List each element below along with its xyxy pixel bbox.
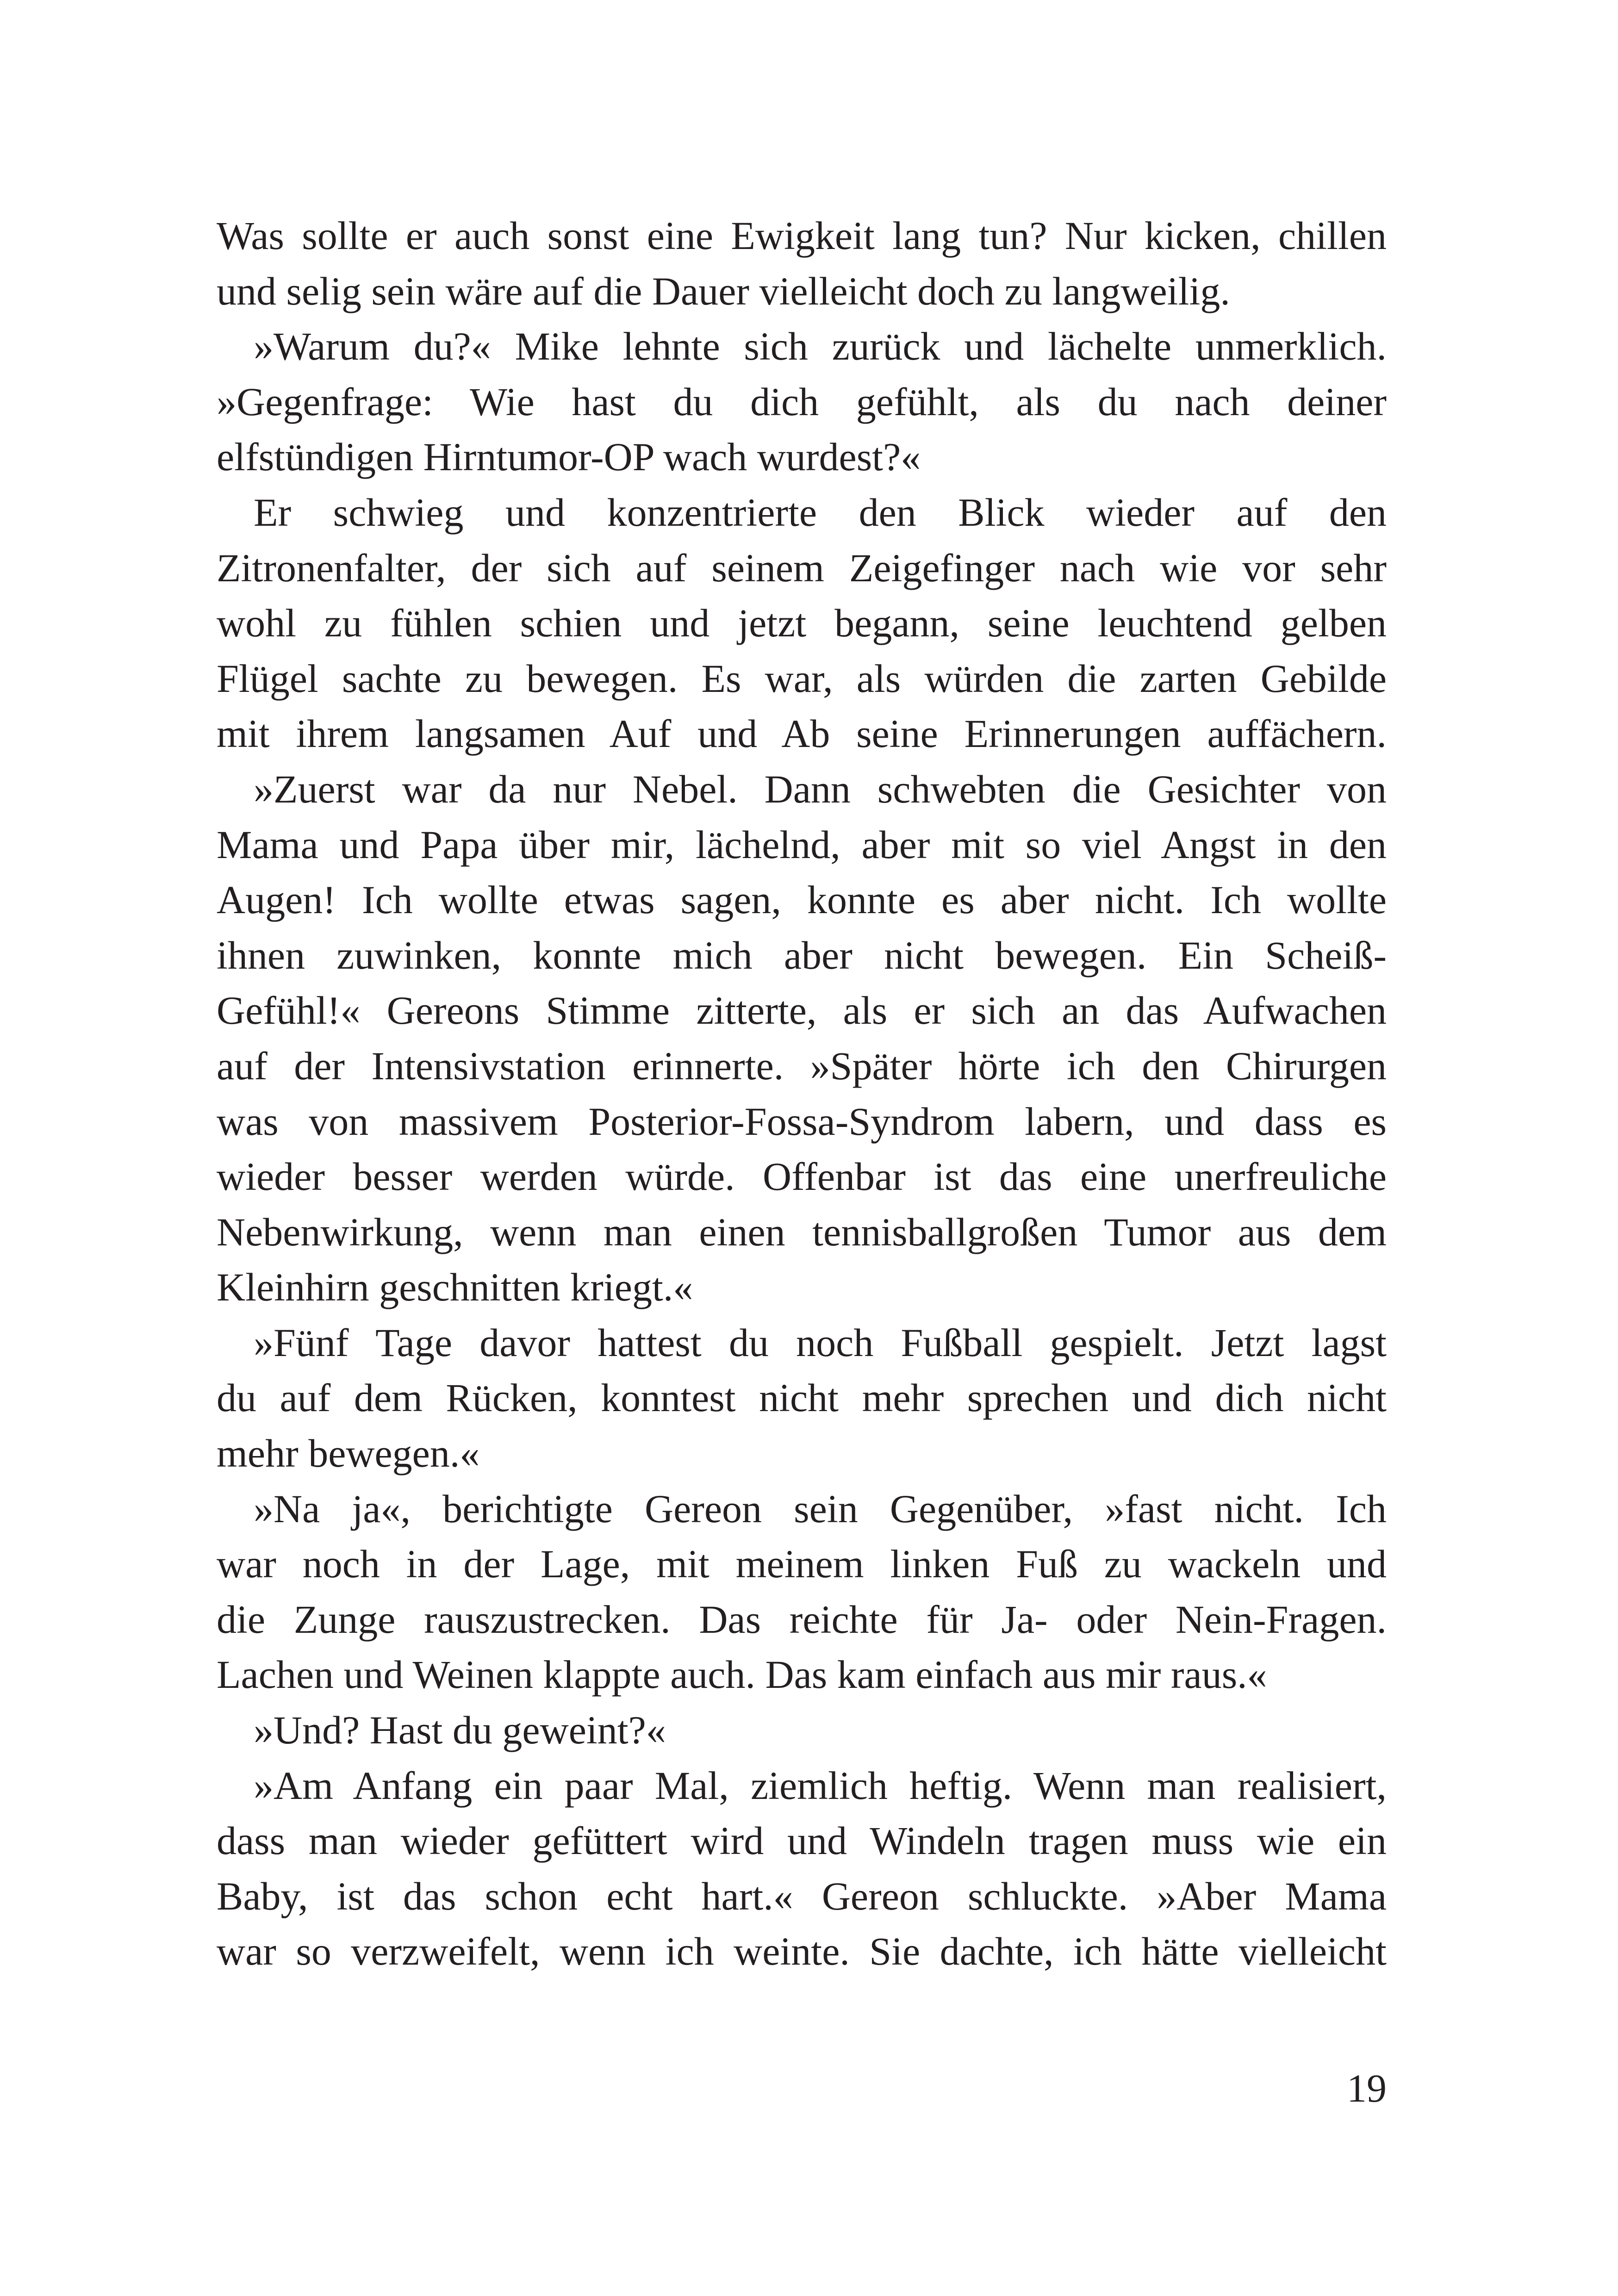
text-line: Augen! Ich wollte etwas sagen, konnte es aber nicht. Ich wollte: [217, 877, 1387, 922]
text-line: mit ihrem langsamen Auf und Ab seine Erinnerungen auffächern.: [217, 711, 1387, 756]
text-line: und selig sein wäre auf die Dauer vielleicht doch zu langweilig.: [217, 268, 1230, 313]
text-line: Er schwieg und konzentrierte den Blick wieder auf den: [254, 490, 1387, 535]
text-line: Gefühl!« Gereons Stimme zitterte, als er sich an das Aufwachen: [217, 988, 1387, 1033]
text-line: »Warum du?« Mike lehnte sich zurück und lächelte unmerklich.: [254, 324, 1387, 369]
body-text: [217, 208, 1387, 1979]
text-line: Baby, ist das schon echt hart.« Gereon schluckte. »Aber Mama: [217, 1873, 1387, 1918]
text-line: die Zunge rauszustrecken. Das reichte für Ja- oder Nein-Fragen.: [217, 1597, 1387, 1642]
text-line: was von massivem Posterior-Fossa-Syndrom labern, und dass es: [217, 1099, 1387, 1144]
text-line: mehr bewegen.«: [217, 1431, 480, 1476]
text-line: elfstündigen Hirntumor-OP wach wurdest?«: [217, 435, 921, 479]
text-line: wohl zu fühlen schien und jetzt begann, seine leuchtend gelben: [217, 601, 1387, 646]
text-line: Kleinhirn geschnitten kriegt.«: [217, 1265, 693, 1310]
text-line: »Fünf Tage davor hattest du noch Fußball gespielt. Jetzt lagst: [254, 1320, 1387, 1365]
text-line: du auf dem Rücken, konntest nicht mehr sprechen und dich nicht: [217, 1375, 1387, 1420]
text-line: war noch in der Lage, mit meinem linken Fuß zu wackeln und: [217, 1542, 1387, 1587]
text-line: ihnen zuwinken, konnte mich aber nicht bewegen. Ein Scheiß-: [217, 933, 1387, 977]
text-line: wieder besser werden würde. Offenbar ist das eine unerfreuliche: [217, 1154, 1387, 1199]
text-line: dass man wieder gefüttert wird und Windeln tragen muss wie ein: [217, 1818, 1387, 1863]
text-line: Was sollte er auch sonst eine Ewigkeit lang tun? Nur kicken, chillen: [217, 213, 1387, 258]
text-line: »Na ja«, berichtigte Gereon sein Gegenüber, »fast nicht. Ich: [254, 1486, 1387, 1531]
text-line: »Gegenfrage: Wie hast du dich gefühlt, als du nach deiner: [217, 379, 1387, 424]
text-line: »Am Anfang ein paar Mal, ziemlich heftig. Wenn man realisiert,: [254, 1763, 1387, 1808]
text-line: Flügel sachte zu bewegen. Es war, als würden die zarten Gebilde: [217, 656, 1387, 701]
text-line: Zitronenfalter, der sich auf seinem Zeigefinger nach wie vor sehr: [217, 545, 1387, 590]
text-line: auf der Intensivstation erinnerte. »Später hörte ich den Chirurgen: [217, 1043, 1387, 1088]
page-number: 19: [1347, 2066, 1387, 2110]
text-line: »Zuerst war da nur Nebel. Dann schwebten die Gesichter von: [254, 766, 1387, 811]
text-line: Lachen und Weinen klappte auch. Das kam einfach aus mir raus.«: [217, 1652, 1267, 1697]
text-line: Nebenwirkung, wenn man einen tennisballgroßen Tumor aus dem: [217, 1209, 1387, 1254]
text-line: war so verzweifelt, wenn ich weinte. Sie dachte, ich hätte vielleicht: [217, 1929, 1387, 1974]
text-line: »Und? Hast du geweint?«: [254, 1708, 666, 1753]
text-line: Mama und Papa über mir, lächelnd, aber mit so viel Angst in den: [217, 822, 1387, 867]
